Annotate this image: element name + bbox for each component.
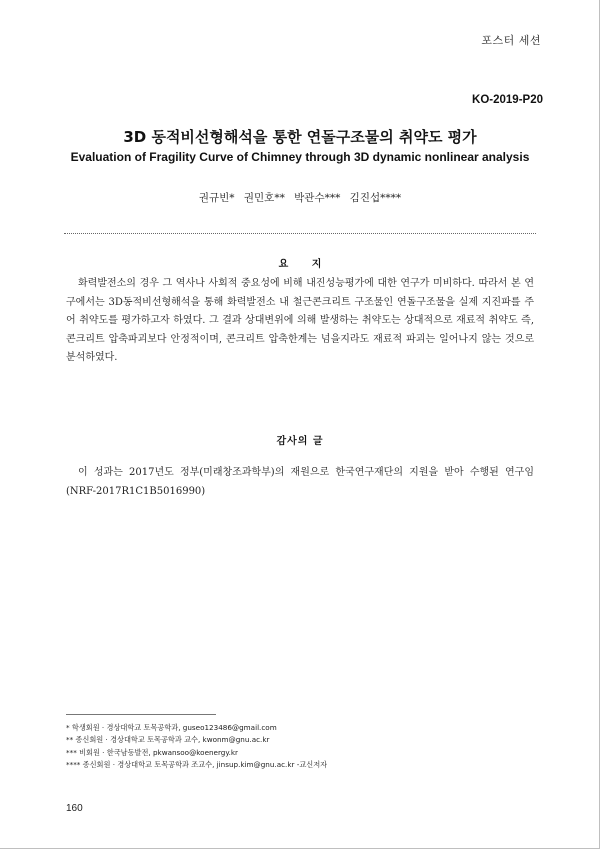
footnotes	[66, 722, 534, 772]
footnote-item: **** 종신회원 · 경상대학교 토목공학과 조교수, jinsup.kim@gnu.ac.kr -교신저자	[66, 760, 328, 770]
title-korean: 3D 동적비선형해석을 통한 연돌구조물의 취약도 평가	[123, 128, 477, 146]
acknowledgement-body: 이 성과는 2017년도 정부(미래창조과학부)의 재원으로 한국연구재단의 지원을 받아 수행된 연구임(NRF-2017R1C1B5016990)	[66, 467, 534, 497]
title-english: Evaluation of Fragility Curve of Chimney through 3D dynamic nonlinear analysis	[70, 150, 530, 164]
footnote-item: * 학생회원 · 경상대학교 토목공학과, guseo123486@gmail.com	[66, 723, 277, 732]
abstract-body: 화력발전소의 경우 그 역사나 사회적 중요성에 비해 내진성능평가에 대한 연구가 미비하다. 따라서 본 연구에서는 3D동적비선형해석을 통해 화력발전소 내 철근콘크리트 구조물인 연돌구조물을 실제 지진파를 주어 취약도를 평가하고자 하였다. 그 결과 상대변위에 의해 발생하는 취약도는 상대적으로 재료적 취약도 즉, 콘크리트 압축파괴보다 안정적이며, 콘크리트 압축한계는 넘을지라도 재료적 파괴는 일어나지 않는 것으로 분석하였다.	[66, 278, 534, 363]
paper-id: KO-2019-P20	[472, 94, 543, 106]
abstract-heading: 요 지	[278, 259, 332, 270]
footnote-item: *** 비회원 · 한국남동발전, pkwansoo@koenergy.kr	[66, 747, 238, 757]
page-number: 160	[66, 803, 83, 814]
author-list: 권규빈* 권민호** 박관수*** 김진섭****	[198, 192, 402, 204]
acknowledgement-heading: 감사의 글	[276, 436, 324, 447]
section-label: 포스터 세션	[481, 34, 541, 47]
dotted-divider	[64, 233, 536, 234]
footnote-item: ** 종신회원 · 경상대학교 토목공학과 교수, kwonm@gnu.ac.kr	[66, 735, 270, 745]
footnote-rule	[66, 714, 216, 715]
